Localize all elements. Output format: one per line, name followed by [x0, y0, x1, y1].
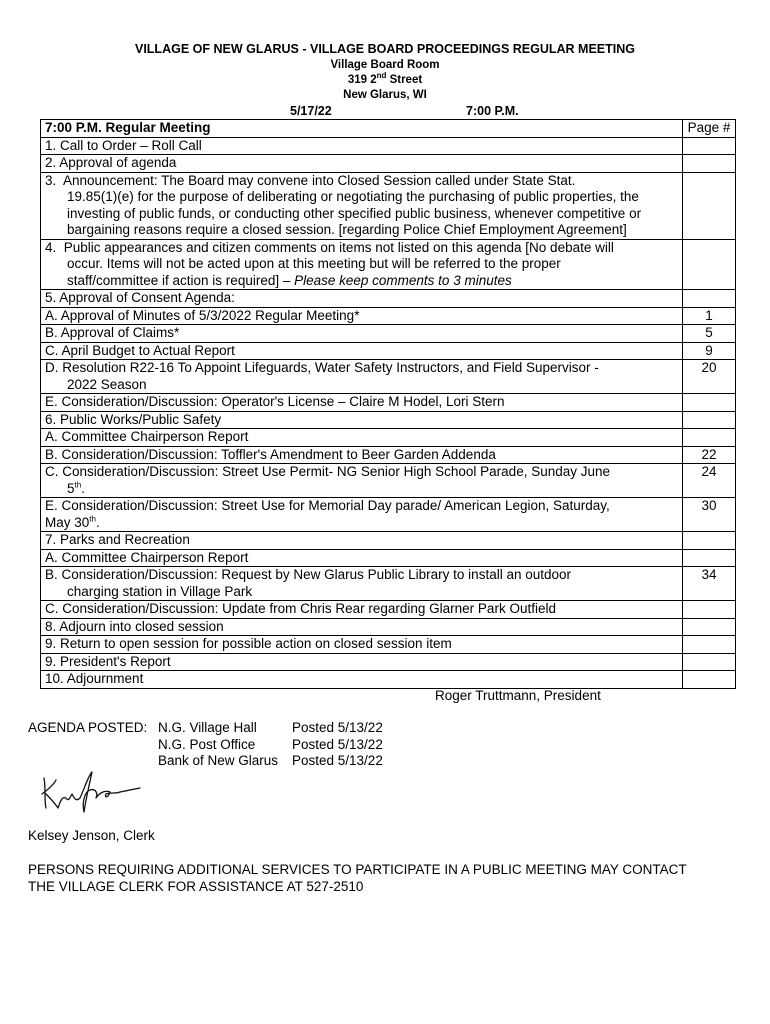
table-row: [41, 411, 736, 429]
agenda-item-5: 5. Approval of Consent Agenda:: [41, 290, 683, 308]
table-row: [41, 653, 736, 671]
meeting-city: New Glarus, WI: [343, 89, 427, 101]
page-number: 1: [683, 307, 736, 325]
agenda-item-5a: A. Approval of Minutes of 5/3/2022 Regular Meeting*: [41, 307, 683, 325]
meeting-time: 7:00 P.M.: [466, 104, 519, 118]
page-column-header: Page #: [683, 120, 736, 138]
agenda-item-6e: E. Consideration/Discussion: Street Use for Memorial Day parade/ American Legion, Saturday, May 30th.: [41, 498, 683, 532]
agenda-item-6c: C. Consideration/Discussion: Street Use Permit- NG Senior High School Parade, Sunday June 5th.: [41, 464, 683, 498]
table-row: [41, 601, 736, 619]
agenda-item-5d: D. Resolution R22-16 To Appoint Lifeguards, Water Safety Instructors, and Field Supervisor - 2022 Season: [41, 360, 683, 394]
accessibility-notice: PERSONS REQUIRING ADDITIONAL SERVICES TO PARTICIPATE IN A PUBLIC MEETING MAY CONTACT THE VILLAGE CLERK FOR ASSISTANCE AT 527-2510: [28, 862, 687, 894]
table-row: [41, 671, 736, 689]
table-row: [41, 137, 736, 155]
table-row: [41, 446, 736, 464]
table-row: [41, 290, 736, 308]
table-row: [41, 360, 736, 394]
table-row: [41, 172, 736, 239]
agenda-heading: 7:00 P.M. Regular Meeting: [41, 120, 683, 138]
page-number: 22: [683, 446, 736, 464]
agenda-item-9: 9. Return to open session for possible action on closed session item: [41, 636, 683, 654]
agenda-item-8: 8. Adjourn into closed session: [41, 618, 683, 636]
agenda-item-4: 4. Public appearances and citizen comments on items not listed on this agenda [No debate will occur. Items will not be acted upon at this meeting but will be referred to the proper staff/committee if action is required] – Please keep comments to 3 minutes: [41, 239, 683, 290]
agenda-item-3: 3. Announcement: The Board may convene into Closed Session called under State Stat. 19.85(1)(e) for the purpose of deliberating or negotiating the purchasing of public properties, the investing of public funds, or conducting other specified public business, whenever competitive or bargaining reasons require a closed session. [regarding Police Chief Employment Agreement]: [41, 172, 683, 239]
agenda-item-5e: E. Consideration/Discussion: Operator's License – Claire M Hodel, Lori Stern: [41, 394, 683, 412]
table-row: [41, 307, 736, 325]
page-number: 34: [683, 567, 736, 601]
table-row: [41, 464, 736, 498]
table-row: [41, 549, 736, 567]
table-row: [41, 239, 736, 290]
agenda-item-7b: B. Consideration/Discussion: Request by New Glarus Public Library to install an outdoor charging station in Village Park: [41, 567, 683, 601]
document-title: VILLAGE OF NEW GLARUS - VILLAGE BOARD PROCEEDINGS REGULAR MEETING: [134, 42, 635, 56]
posted-date: Posted 5/13/22: [292, 736, 383, 752]
meeting-room: Village Board Room: [330, 59, 440, 71]
meeting-address: 319 2nd Street: [347, 71, 423, 86]
agenda-item-5b: B. Approval of Claims*: [41, 325, 683, 343]
president-name: Roger Truttmann, President: [435, 688, 601, 703]
posted-date: Posted 5/13/22: [292, 753, 383, 768]
table-row: [41, 429, 736, 447]
agenda-posted-block: [28, 720, 383, 770]
meeting-date: 5/17/22: [290, 104, 332, 118]
table-row: [41, 394, 736, 412]
agenda-item-6a: A. Committee Chairperson Report: [41, 429, 683, 447]
page-number: 9: [683, 342, 736, 360]
posted-place: N.G. Post Office: [158, 736, 256, 752]
agenda-item-7c: C. Consideration/Discussion: Update from Chris Rear regarding Glarner Park Outfield: [41, 601, 683, 619]
page-number: 24: [683, 464, 736, 498]
table-row: [41, 325, 736, 343]
posted-place: N.G. Village Hall: [158, 720, 257, 735]
posted-place: Bank of New Glarus: [158, 753, 279, 768]
table-row: [41, 618, 736, 636]
table-header-row: [41, 120, 736, 138]
posted-date: Posted 5/13/22: [292, 720, 383, 735]
clerk-name: Kelsey Jenson, Clerk: [28, 828, 155, 843]
table-row: [41, 636, 736, 654]
agenda-item-5c: C. April Budget to Actual Report: [41, 342, 683, 360]
table-row: [41, 155, 736, 173]
agenda-item-6b: B. Consideration/Discussion: Toffler's Amendment to Beer Garden Addenda: [41, 446, 683, 464]
table-row: [41, 498, 736, 532]
agenda-table: [40, 119, 736, 689]
page-number: 20: [683, 360, 736, 394]
table-row: [41, 532, 736, 550]
table-row: [41, 342, 736, 360]
agenda-item-6: 6. Public Works/Public Safety: [41, 411, 683, 429]
agenda-item-7a: A. Committee Chairperson Report: [41, 549, 683, 567]
agenda-item-10: 10. Adjournment: [41, 671, 683, 689]
table-row: [41, 567, 736, 601]
agenda-item-1: 1. Call to Order – Roll Call: [41, 137, 683, 155]
posted-label: AGENDA POSTED:: [28, 720, 148, 735]
page-number: 5: [683, 325, 736, 343]
agenda-item-9b: 9. President's Report: [41, 653, 683, 671]
page-number: 30: [683, 498, 736, 532]
agenda-item-2: 2. Approval of agenda: [41, 155, 683, 173]
agenda-item-7: 7. Parks and Recreation: [41, 532, 683, 550]
clerk-signature: [36, 768, 146, 816]
